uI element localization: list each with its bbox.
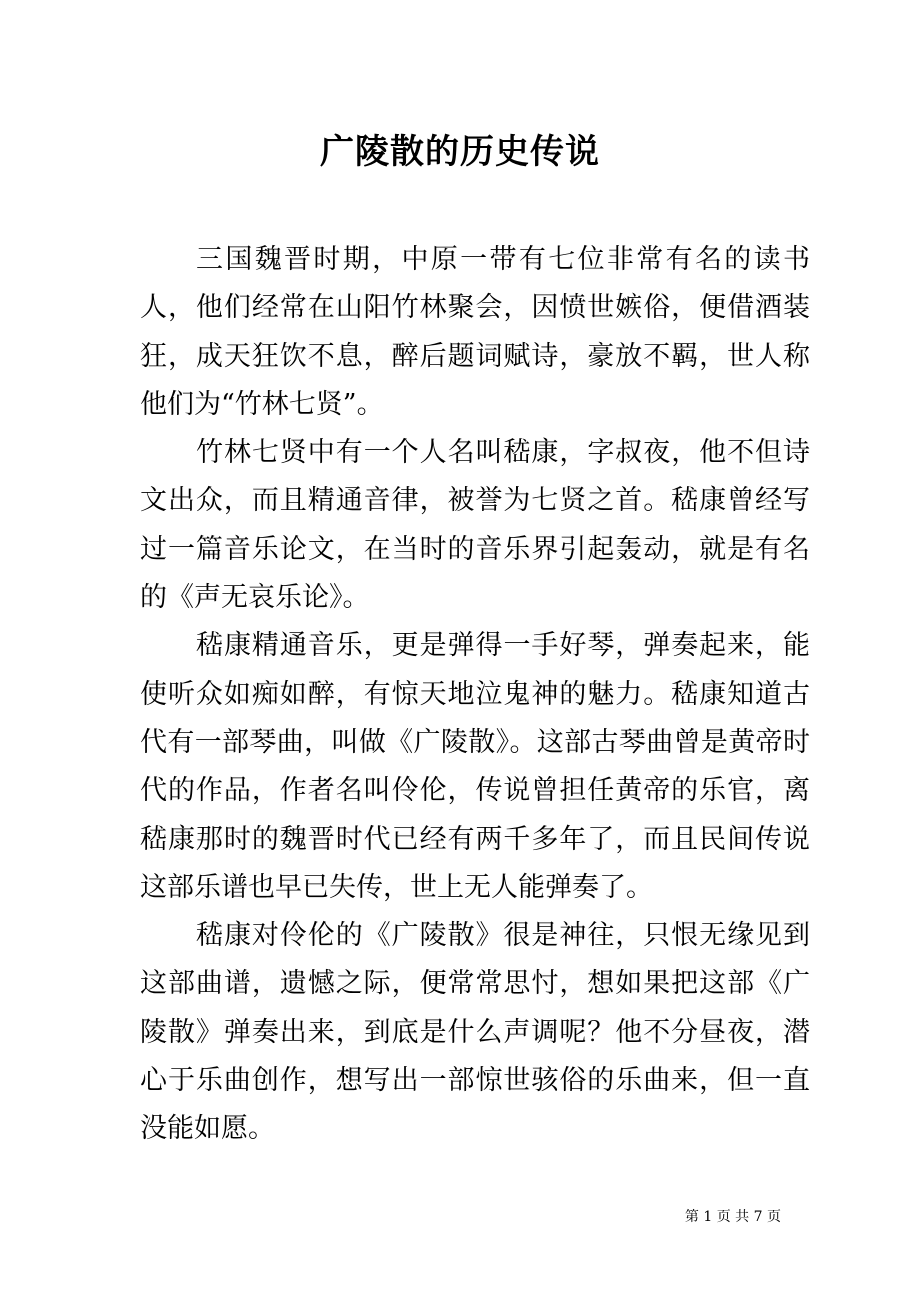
document-title: 广陵散的历史传说 xyxy=(320,132,600,172)
document-body xyxy=(140,236,810,1154)
paragraph-3: 嵇康精通音乐，更是弹得一手好琴，弹奏起来，能使听众如痴如醉，有惊天地泣鬼神的魅力。嵇康知道古代有一部琴曲，叫做《广陵散》。这部古琴曲曾是黄帝时代的作品，作者名叫伶伦，传说曾担任黄帝的乐官，离嵇康那时的魏晋时代已经有两千多年了，而且民间传说这部乐谱也早已失传，世上无人能弹奏了。 xyxy=(140,630,810,903)
paragraph-4: 嵇康对伶伦的《广陵散》很是神往，只恨无缘见到这部曲谱，遗憾之际，便常常思忖，想如果把这部《广陵散》弹奏出来，到底是什么声调呢？他不分昼夜，潜心于乐曲创作，想写出一部惊世骇俗的乐曲来，但一直没能如愿。 xyxy=(140,920,810,1145)
paragraph-1: 三国魏晋时期，中原一带有七位非常有名的读书人，他们经常在山阳竹林聚会，因愤世嫉俗，便借酒装狂，成天狂饮不息，醉后题词赋诗，豪放不羁，世人称他们为“竹林七贤”。 xyxy=(140,244,810,420)
page-number-footer: 第 1 页 共 7 页 xyxy=(684,1209,781,1225)
paragraph-2: 竹林七贤中有一个人名叫嵇康，字叔夜，他不但诗文出众，而且精通音律，被誉为七贤之首。嵇康曾经写过一篇音乐论文，在当时的音乐界引起轰动，就是有名的《声无哀乐论》。 xyxy=(140,437,810,614)
